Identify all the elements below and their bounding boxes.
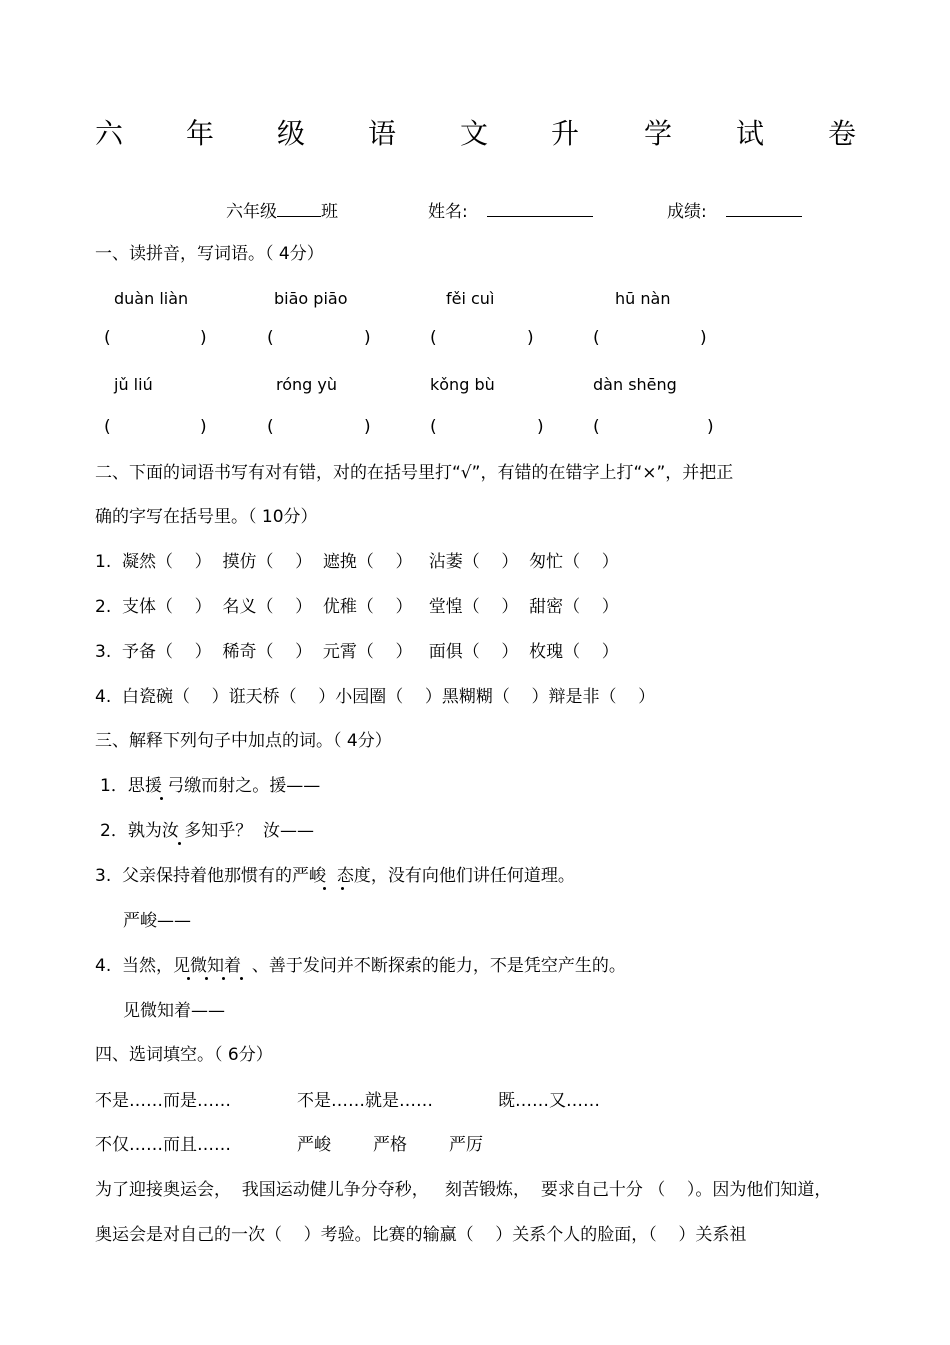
answer-paren-close: ) xyxy=(364,417,371,437)
emphasis-dot xyxy=(178,842,181,845)
pinyin: biāo piāo xyxy=(274,289,348,308)
answer-paren-open[interactable]: ( xyxy=(593,417,600,437)
emphasis-dot xyxy=(222,977,225,980)
answer-paren-open[interactable]: ( xyxy=(430,328,437,348)
word-check-line: 3. 予备（ ） 稀奇（ ） 元霄（ ） 面俱（ ） 枚瑰（ ） xyxy=(95,642,619,662)
emphasis-dot xyxy=(205,977,208,980)
answer-paren-open[interactable]: ( xyxy=(593,328,600,348)
title-char: 卷 xyxy=(828,117,857,150)
explain-item: 2．孰为汝 多知乎？ 汝—— xyxy=(100,821,315,841)
title-char: 升 xyxy=(551,117,580,150)
title-char: 语 xyxy=(368,117,397,150)
emphasis-dot xyxy=(160,797,163,800)
answer-paren-open[interactable]: ( xyxy=(267,417,274,437)
word-option: 不仅……而且…… xyxy=(95,1135,231,1155)
explain-item: 1．思援 弓缴而射之。援—— xyxy=(100,776,321,796)
title-char: 级 xyxy=(277,117,306,150)
word-option: 严峻 xyxy=(297,1135,331,1155)
word-option: 严格 xyxy=(373,1135,407,1155)
fill-paragraph-line: 奥运会是对自己的一次（ ）考验。比赛的输赢（ ）关系个人的脸面，（ ）关系祖 xyxy=(95,1225,747,1245)
emphasis-dot xyxy=(240,977,243,980)
section4-heading: 四、选词填空。（ 6分） xyxy=(95,1045,273,1065)
section2-heading-line2: 确的字写在括号里。（ 10分） xyxy=(95,507,318,527)
pinyin: jǔ liú xyxy=(114,375,153,394)
emphasis-dot xyxy=(341,887,344,890)
answer-paren-close: ) xyxy=(537,417,544,437)
title-char: 学 xyxy=(644,117,673,150)
name-field xyxy=(428,202,593,221)
name-label: 姓名: xyxy=(428,202,468,222)
score-field xyxy=(667,202,802,221)
title-char: 六 xyxy=(95,117,124,150)
pinyin: róng yù xyxy=(276,375,338,394)
answer-paren-close: ) xyxy=(527,328,534,348)
answer-paren-close: ) xyxy=(200,417,207,437)
explain-answer: 严峻—— xyxy=(123,911,191,931)
name-blank[interactable] xyxy=(487,202,593,217)
word-option: 不是……就是…… xyxy=(297,1091,433,1111)
grade-label: 六年级 xyxy=(226,202,277,222)
explain-answer: 见微知着—— xyxy=(123,1001,225,1021)
explain-item: 3. 父亲保持着他那惯有的严峻 态度，没有向他们讲任何道理。 xyxy=(95,866,575,886)
answer-paren-close: ) xyxy=(700,328,707,348)
class-blank[interactable] xyxy=(277,202,321,217)
word-check-line: 1. 凝然（ ） 摸仿（ ） 遮挽（ ） 沾萎（ ） 匆忙（ ） xyxy=(95,552,619,572)
answer-paren-close: ) xyxy=(200,328,207,348)
title-char: 文 xyxy=(460,117,489,150)
answer-paren-close: ) xyxy=(364,328,371,348)
fill-paragraph-line: 为了迎接奥运会， 我国运动健儿争分夺秒， 刻苦锻炼， 要求自己十分 （ ）。因为他们知道， xyxy=(95,1180,832,1200)
word-option: 既……又…… xyxy=(498,1091,600,1111)
pinyin: kǒng bù xyxy=(430,375,495,394)
emphasis-dot xyxy=(323,887,326,890)
pinyin: fěi cuì xyxy=(446,289,495,308)
section2-heading-line1: 二、下面的词语书写有对有错，对的在括号里打“√”，有错的在错字上打“×”，并把正 xyxy=(95,463,734,483)
class-field xyxy=(226,202,338,221)
answer-paren-close: ) xyxy=(707,417,714,437)
title-char: 年 xyxy=(186,117,215,150)
answer-paren-open[interactable]: ( xyxy=(430,417,437,437)
pinyin: hū nàn xyxy=(615,289,671,308)
section3-heading: 三、解释下列句子中加点的词。（ 4分） xyxy=(95,731,392,751)
answer-paren-open[interactable]: ( xyxy=(267,328,274,348)
title-char: 试 xyxy=(736,117,765,150)
word-check-line: 2. 支体（ ） 名义（ ） 优稚（ ） 堂惶（ ） 甜密（ ） xyxy=(95,597,619,617)
word-option: 严厉 xyxy=(449,1135,483,1155)
pinyin: dàn shēng xyxy=(593,375,677,394)
word-check-line: 4. 白瓷碗（ ）诳天桥（ ）小园圈（ ）黑糊糊（ ）辩是非（ ） xyxy=(95,687,656,707)
answer-paren-open[interactable]: ( xyxy=(104,328,111,348)
explain-item: 4. 当然，见微知着 、善于发问并不断探索的能力，不是凭空产生的。 xyxy=(95,956,626,976)
pinyin: duàn liàn xyxy=(114,289,189,308)
section1-heading: 一、读拼音，写词语。（ 4分） xyxy=(95,244,324,264)
word-option: 不是……而是…… xyxy=(95,1091,231,1111)
class-suffix: 班 xyxy=(321,202,338,222)
emphasis-dot xyxy=(187,977,190,980)
score-label: 成绩: xyxy=(667,202,707,222)
score-blank[interactable] xyxy=(726,202,802,217)
answer-paren-open[interactable]: ( xyxy=(104,417,111,437)
